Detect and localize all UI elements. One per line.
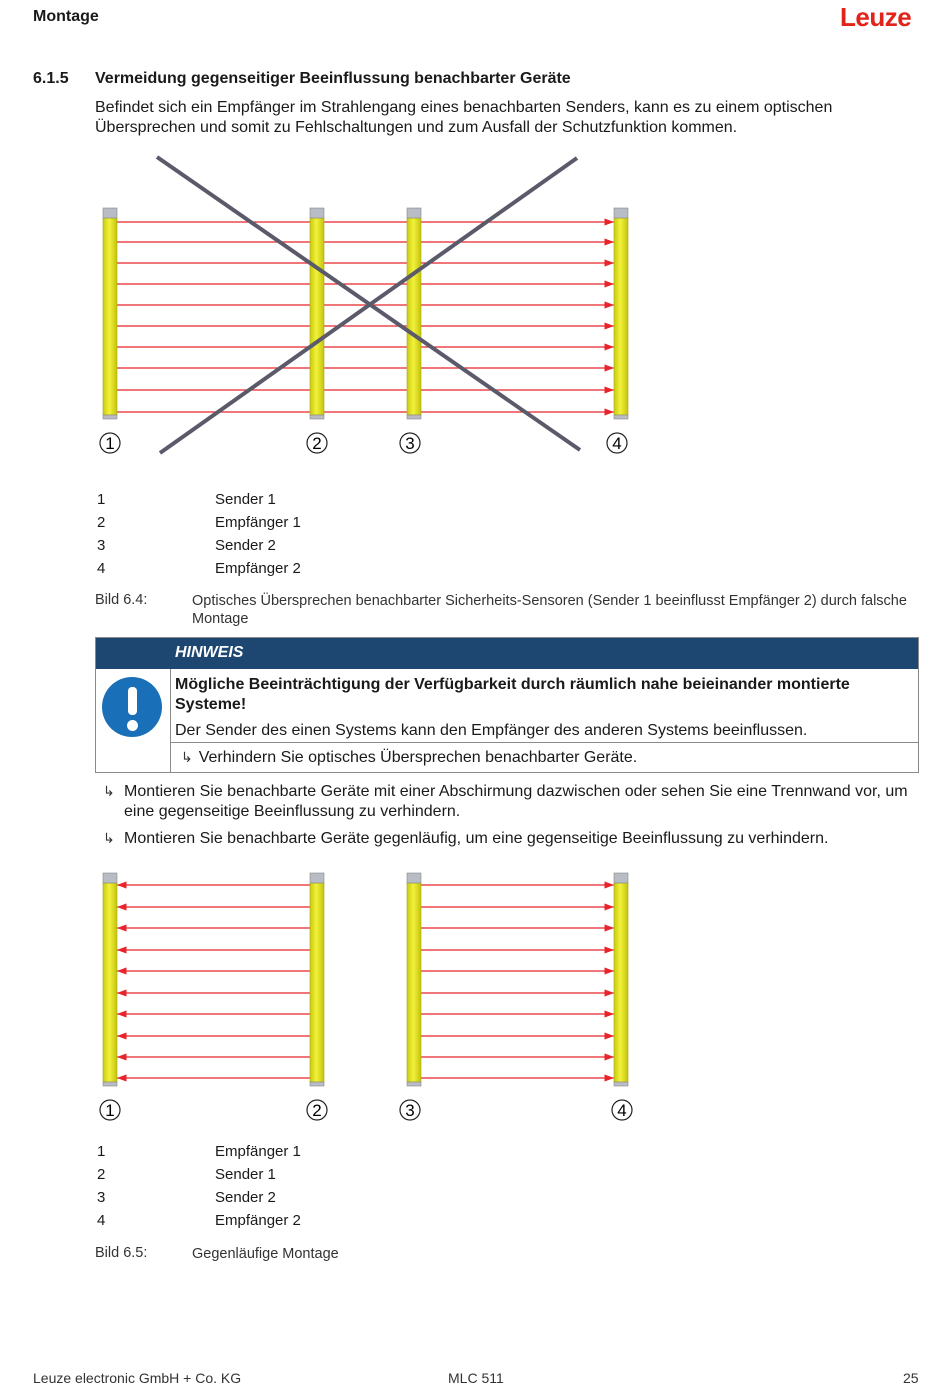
notice-action-text: Verhindern Sie optisches Übersprechen benachbarter Geräte. [198, 749, 638, 766]
notice-warning-title: Mögliche Beeinträchtigung der Verfügbarkeit durch räumlich nahe beieinander montierte Systeme! [175, 676, 850, 713]
exclamation-icon [102, 677, 162, 737]
light-curtain-bar [407, 208, 421, 419]
figure-counter-mounting [0, 865, 950, 1130]
light-curtain-bar [407, 873, 421, 1086]
footer-page-number: 25 [903, 1370, 919, 1386]
svg-text:4: 4 [617, 1101, 627, 1120]
action-text: Montieren Sie benachbarte Geräte mit einer Abschirmung dazwischen oder sehen Sie eine Trennwand vor, um eine gegenseitige Beeinflussung zu verhindern. [124, 783, 908, 820]
marker-1 [100, 1100, 120, 1120]
action-text: Montieren Sie benachbarte Geräte gegenläufig, um eine gegenseitige Beeinflussung zu verhindern. [124, 830, 829, 847]
notice-heading: HINWEIS [175, 644, 244, 661]
divider [171, 742, 918, 743]
marker-4 [612, 1100, 632, 1120]
figure-caption-text: Gegenläufige Montage [192, 1246, 339, 1262]
footer-product: MLC 511 [448, 1370, 504, 1386]
action-arrow-icon: ↳ [103, 831, 115, 847]
figure-caption-text: Optisches Übersprechen benachbarter Sicherheits-Sensoren (Sender 1 beeinflusst Empfänger 2) durch falsche Montage [192, 593, 907, 627]
svg-text:1: 1 [105, 1101, 115, 1120]
marker-4 [607, 433, 627, 453]
figure-wrong-mounting [0, 150, 950, 460]
action-item [103, 829, 923, 849]
action-arrow-icon: ↳ [103, 784, 115, 800]
leuze-logo: Leuze [840, 2, 912, 32]
figure-caption-label: Bild 6.4: [95, 592, 148, 608]
notice-description: Der Sender des einen Systems kann den Empfänger des anderen Systems beeinflussen. [175, 722, 808, 739]
notice-icon-column [96, 669, 171, 772]
section-paragraph: Befindet sich ein Empfänger im Strahlengang eines benachbarten Senders, kann es zu einem optischen Übersprechen und somit zu Fehlschaltungen und zum Ausfall der Schutzfunktion kommen. [95, 99, 833, 136]
light-curtain-bar [614, 208, 628, 419]
action-item [103, 782, 923, 822]
chapter-title: Montage [33, 8, 99, 25]
marker-3 [400, 433, 420, 453]
notice-box [95, 637, 919, 773]
light-curtain-bar [614, 873, 628, 1086]
notice-header [96, 638, 918, 669]
svg-text:3: 3 [405, 434, 415, 453]
action-arrow-icon: ↳ [181, 750, 193, 766]
light-curtain-bar [103, 873, 117, 1086]
svg-text:3: 3 [405, 1101, 415, 1120]
section-number: 6.1.5 [33, 70, 69, 87]
legend-figure-1: 1 Sender 1 2 Empfänger 1 3 Sender 2 4 Empfänger 2 [97, 491, 301, 577]
svg-text:1: 1 [105, 434, 115, 453]
marker-2 [307, 433, 327, 453]
marker-2 [307, 1100, 327, 1120]
svg-text:2: 2 [312, 434, 322, 453]
svg-text:2: 2 [312, 1101, 322, 1120]
footer-company: Leuze electronic GmbH + Co. KG [33, 1370, 242, 1386]
light-curtain-bar [310, 873, 324, 1086]
light-curtain-bar [310, 208, 324, 419]
marker-1 [100, 433, 120, 453]
light-curtain-bar [103, 208, 117, 419]
marker-3 [400, 1100, 420, 1120]
legend-figure-2: 1 Empfänger 1 2 Sender 1 3 Sender 2 4 Empfänger 2 [97, 1143, 301, 1229]
notice-action [181, 749, 637, 767]
section-title: Vermeidung gegenseitiger Beeinflussung benachbarter Geräte [95, 70, 571, 87]
figure-caption-label: Bild 6.5: [95, 1245, 148, 1261]
svg-text:4: 4 [612, 434, 622, 453]
